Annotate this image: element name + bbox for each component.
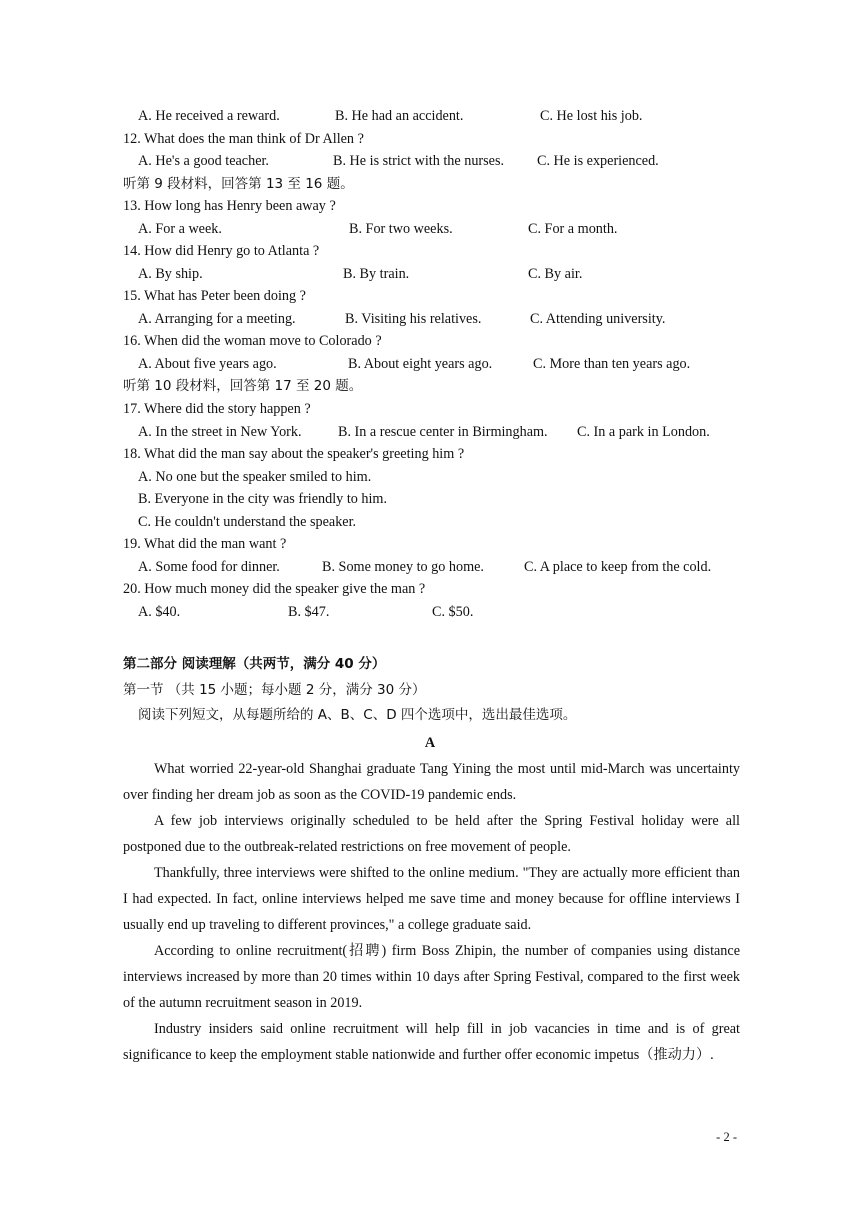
section-10-heading: 听第 10 段材料，回答第 17 至 20 题。: [123, 378, 363, 394]
q17-option-b: B. In a rescue center in Birmingham.: [338, 424, 548, 440]
passage-label: A: [424, 735, 436, 751]
q12-stem: 12. What does the man think of Dr Allen ?: [123, 131, 364, 147]
q16-option-b: B. About eight years ago.: [348, 356, 493, 372]
q20-option-b: B. $47.: [288, 604, 330, 620]
paragraph-4: According to online recruitment(招聘) firm Boss Zhipin, the number of companies using distance interviews increased by more than 20 times within 10 days after Spring Festival, compared to the first week of the autumn recruitment season in 2019.: [123, 943, 740, 1011]
q18-option-c: C. He couldn't understand the speaker.: [138, 514, 357, 530]
q11-option-c: C. He lost his job.: [540, 108, 643, 124]
q14-option-b: B. By train.: [343, 266, 410, 282]
q12-option-c: C. He is experienced.: [537, 153, 659, 169]
q20-option-c: C. $50.: [432, 604, 474, 620]
q15-option-c: C. Attending university.: [530, 311, 666, 327]
q13-option-c: C. For a month.: [528, 221, 618, 237]
paragraph-1: What worried 22-year-old Shanghai graduate Tang Yining the most until mid-March was uncertainty over finding her dream job as soon as the COVID-19 pandemic ends.: [123, 761, 740, 803]
q19-option-a: A. Some food for dinner.: [138, 559, 280, 575]
q18-option-a: A. No one but the speaker smiled to him.: [138, 469, 372, 485]
q18-stem: 18. What did the man say about the speaker's greeting him ?: [123, 446, 465, 462]
instruction: 阅读下列短文，从每题所给的 A、B、C、D 四个选项中，选出最佳选项。: [138, 707, 577, 723]
q16-option-a: A. About five years ago.: [138, 356, 277, 372]
q20-option-a: A. $40.: [138, 604, 181, 620]
section-1-title: 第一节 （共 15 小题；每小题 2 分，满分 30 分）: [123, 682, 426, 698]
paragraph-2: A few job interviews originally scheduled to be held after the Spring Festival holiday were all postponed due to the outbreak-related restrictions on free movement of people.: [123, 813, 740, 855]
q19-option-c: C. A place to keep from the cold.: [524, 559, 712, 575]
q16-option-c: C. More than ten years ago.: [533, 356, 691, 372]
q17-option-a: A. In the street in New York.: [138, 424, 302, 440]
paragraph-5: Industry insiders said online recruitment will help fill in job vacancies in time and is of great significance to keep the employment stable nationwide and further offer economic impetus（推动力）.: [123, 1021, 740, 1063]
q16-stem: 16. When did the woman move to Colorado ?: [123, 333, 382, 349]
q13-option-a: A. For a week.: [138, 221, 222, 237]
q17-stem: 17. Where did the story happen ?: [123, 401, 311, 417]
q11-option-b: B. He had an accident.: [335, 108, 464, 124]
part-2-title: 第二部分 阅读理解（共两节，满分 40 分）: [123, 656, 386, 672]
q14-option-a: A. By ship.: [138, 266, 203, 282]
q12-option-b: B. He is strict with the nurses.: [333, 153, 505, 169]
section-9-heading: 听第 9 段材料，回答第 13 至 16 题。: [123, 176, 354, 192]
q15-option-a: A. Arranging for a meeting.: [138, 311, 296, 327]
q17-option-c: C. In a park in London.: [577, 424, 710, 440]
q15-stem: 15. What has Peter been doing ?: [123, 288, 306, 304]
q11-option-a: A. He received a reward.: [138, 108, 280, 124]
q15-option-b: B. Visiting his relatives.: [345, 311, 482, 327]
paragraph-3: Thankfully, three interviews were shifted to the online medium. "They are actually more efficient than I had expected. In fact, online interviews helped me save time and money because for offline interviews I usually end up traveling to different provinces," a college graduate said.: [123, 865, 740, 933]
q14-option-c: C. By air.: [528, 266, 583, 282]
q13-stem: 13. How long has Henry been away ?: [123, 198, 336, 214]
q14-stem: 14. How did Henry go to Atlanta ?: [123, 243, 320, 259]
q19-stem: 19. What did the man want ?: [123, 536, 287, 552]
q13-option-b: B. For two weeks.: [349, 221, 453, 237]
q12-option-a: A. He's a good teacher.: [138, 153, 269, 169]
q20-stem: 20. How much money did the speaker give the man ?: [123, 581, 426, 597]
q19-option-b: B. Some money to go home.: [322, 559, 484, 575]
q18-option-b: B. Everyone in the city was friendly to him.: [138, 491, 388, 507]
page-number: - 2 -: [716, 1130, 737, 1144]
